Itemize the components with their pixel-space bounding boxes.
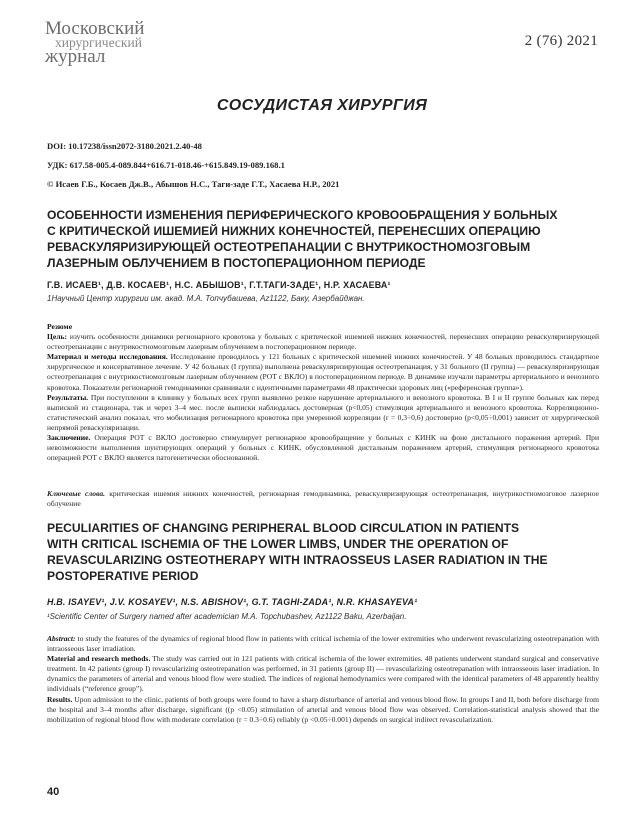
- methods-label-en: Material and research methods.: [47, 654, 151, 664]
- abstract-label: Abstract:: [47, 634, 76, 643]
- logo-line-2: хирургический: [55, 35, 142, 50]
- english-title-line: REVASCULARIZING OSTEOTHERAPY WITH INTRAOSSEUS LASER RADIATION IN THE: [47, 553, 548, 567]
- page-number: 40: [47, 786, 60, 798]
- russian-title-line: ЛАЗЕРНЫМ ОБЛУЧЕНИЕМ В ПОСТОПЕРАЦИОННОМ ПЕРИОДЕ: [47, 256, 426, 270]
- methods-text-ru: Исследование проводилось у 121 больных с критической ишемией нижних конечностей. У 48 больных проводилось стандартное хирургическое и консервативное лечение. У 42 больных (I группа) выполнена реваскуляризирующая остеотрепанация, у 31 больного (II группа) — реваскуляризирующая остеотрепанация с внутрикостномозговым лазерным облучением (РОТ с ВКЛО) в постоперационном периоде. В динамике изучали параметры артериального и венозного кровотока. Показатели регионарной гемодинамики сравнивали с идентичными параметрами 48 практически здоровых лиц («референсная группа»).: [47, 352, 599, 392]
- russian-authors: Г.В. ИСАЕВ¹, Д.В. КОСАЕВ¹, Н.С. АБЫШОВ¹, Г.Т.ТАГИ-ЗАДЕ¹, Н.Р. ХАСАЕВА¹: [47, 280, 391, 290]
- results-label-ru: Результаты.: [47, 392, 89, 402]
- aim-text: изучить особенности динамики регионарного кровотока у больных с критической ишемией нижних конечностей, перенесших операцию реваскуляризирующей остеотрепанации с внутрикостномозговым лазерным облучением в постоперационном периоде.: [47, 332, 599, 352]
- section-heading: СОСУДИСТАЯ ХИРУРГИЯ: [216, 97, 428, 114]
- issue-number: 2 (76) 2021: [524, 33, 598, 49]
- english-title-line: POSTOPERATIVE PERIOD: [47, 569, 199, 583]
- results-label-en: Results.: [47, 694, 73, 704]
- english-title-line: PECULIARITIES OF CHANGING PERIPHERAL BLOOD CIRCULATION IN PATIENTS: [47, 521, 520, 535]
- journal-logo: [45, 18, 165, 70]
- copyright-line: © Исаев Г.Б., Косаев Дж.В., Абышов Н.С., Таги-заде Г.Т., Хасаева Н.Р., 2021: [47, 179, 340, 189]
- results-text-en: Upon admission to the clinic, patients of both groups were found to have a sharp disturbance of arterial and venous blood flow. In groups I and II, both before discharge from the hospital and 3–4 months after discharge, significant ((p <0.05) stimulation of arterial and venous blood flow was observed. Correlation-statistical analysis showed that the mobilization of regional blood flow with moderate correlation (r = 0.3÷0.6) reliably (p <0.05÷0.001) depends on surgical indirect revascularization.: [47, 694, 600, 724]
- doi-line: DOI: 10.17238/issn2072-3180.2021.2.40-48: [47, 141, 202, 151]
- russian-title-line: ОСОБЕННОСТИ ИЗМЕНЕНИЯ ПЕРИФЕРИЧЕСКОГО КРОВООБРАЩЕНИЯ У БОЛЬНЫХ: [47, 208, 558, 222]
- keywords-text: критическая ишемия нижних конечностей, регионарная гемодинамика, реваскуляризирующая остеотрепанация, внутрикостномозговое лазерное облучение: [47, 489, 599, 509]
- conclusion-label-ru: Заключение.: [47, 433, 91, 443]
- logo-line-3: [45, 46, 106, 67]
- russian-title-line: РЕВАСКУЛЯРИЗИРУЮЩЕЙ ОСТЕОТРЕПАНАЦИИ С ВНУТРИКОСТНОМОЗГОВЫМ: [47, 240, 531, 254]
- english-affiliation: ¹Scientific Center of Surgery named after academician M.A. Topchubashev, Az1122 Baku, Azerbaijan.: [47, 612, 407, 621]
- udc-line: УДК: 617.58-005.4-089.844+616.71-018.46-+615.849.19-089.168.1: [47, 160, 285, 170]
- english-title-line: WITH CRITICAL ISCHEMIA OF THE LOWER LIMBS, UNDER THE OPERATION OF: [47, 537, 509, 551]
- russian-abstract: [47, 322, 599, 463]
- english-title: [47, 520, 599, 584]
- keywords-ru: [47, 489, 599, 509]
- keywords-label: Ключевые слова.: [47, 489, 106, 498]
- methods-text-en: The study was carried out in 121 patients with critical ischemia of the lower extremities. 48 patients underwent standard surgical and conservative treatment. In 42 patients (group I) revascularizing osteotrepanation was performed, in 31 patients (group II) — revascularizing osteotrepanation with intraosseous laser irradiation. In dynamics the parameters of arterial and venous blood flow were studied. The indices of regional hemodynamics were compared with the identical parameters of 48 apparently healthy individuals (“reference group”).: [47, 654, 599, 694]
- russian-title: [47, 207, 599, 271]
- logo-line-3-text: журнал: [45, 46, 106, 67]
- russian-title-line: С КРИТИЧЕСКОЙ ИШЕМИЕЙ НИЖНИХ КОНЕЧНОСТЕЙ, ПЕРЕНЕСШИХ ОПЕРАЦИЮ: [47, 224, 541, 238]
- english-abstract: [47, 634, 599, 725]
- methods-label-ru: Материал и методы исследования.: [47, 352, 168, 362]
- resume-label: Резюме: [47, 322, 73, 331]
- russian-affiliation: 1Научный Центр хирургии им. акад. М.А. Топчубашева, Az1122, Баку, Азербайджан.: [47, 294, 365, 303]
- abstract-text: to study the features of the dynamics of regional blood flow in patients with critical ischemia of the lower extremities who underwent revascularizing osteotrepanation with intraosseous laser irradiation.: [47, 634, 599, 654]
- results-text-ru: При поступлении в клинику у больных всех групп выявлено резкое нарушение артериального и венозного кровотока. В I и II группе больных как перед выпиской из стационара, так и через 3–4 мес. после выписки наблюдалась достоверная (p<0,05) стимуляция артериального и венозного кровотока. Корреляционно-статистический анализ показал, что мобилизация регионарного кровотока при умеренной корреляции (r = 0,3÷0,6) достоверно (p<0,05÷0,001) зависит от хирургической непрямой реваскуляризации.: [47, 392, 599, 432]
- logo-line-1-text: Московский: [45, 18, 145, 39]
- aim-label: Цель:: [47, 332, 67, 342]
- conclusion-text-ru: Операция РОТ с ВКЛО достоверно стимулирует регионарное кровообращение у больных с КИНК на фоне дистального поражения артерий. При невозможности выполнения шунтирующих операций у больных с КИНК, обусловленной дистальным поражением артерий, стимуляция регионарного кровотока операцией РОТ с ВКЛО является патогенетически обоснованной.: [47, 433, 599, 463]
- english-authors: H.B. ISAYEV¹, J.V. KOSAYEV¹, N.S. ABISHOV¹, G.T. TAGHI-ZADA¹, N.R. KHASAYEVA¹: [47, 597, 418, 607]
